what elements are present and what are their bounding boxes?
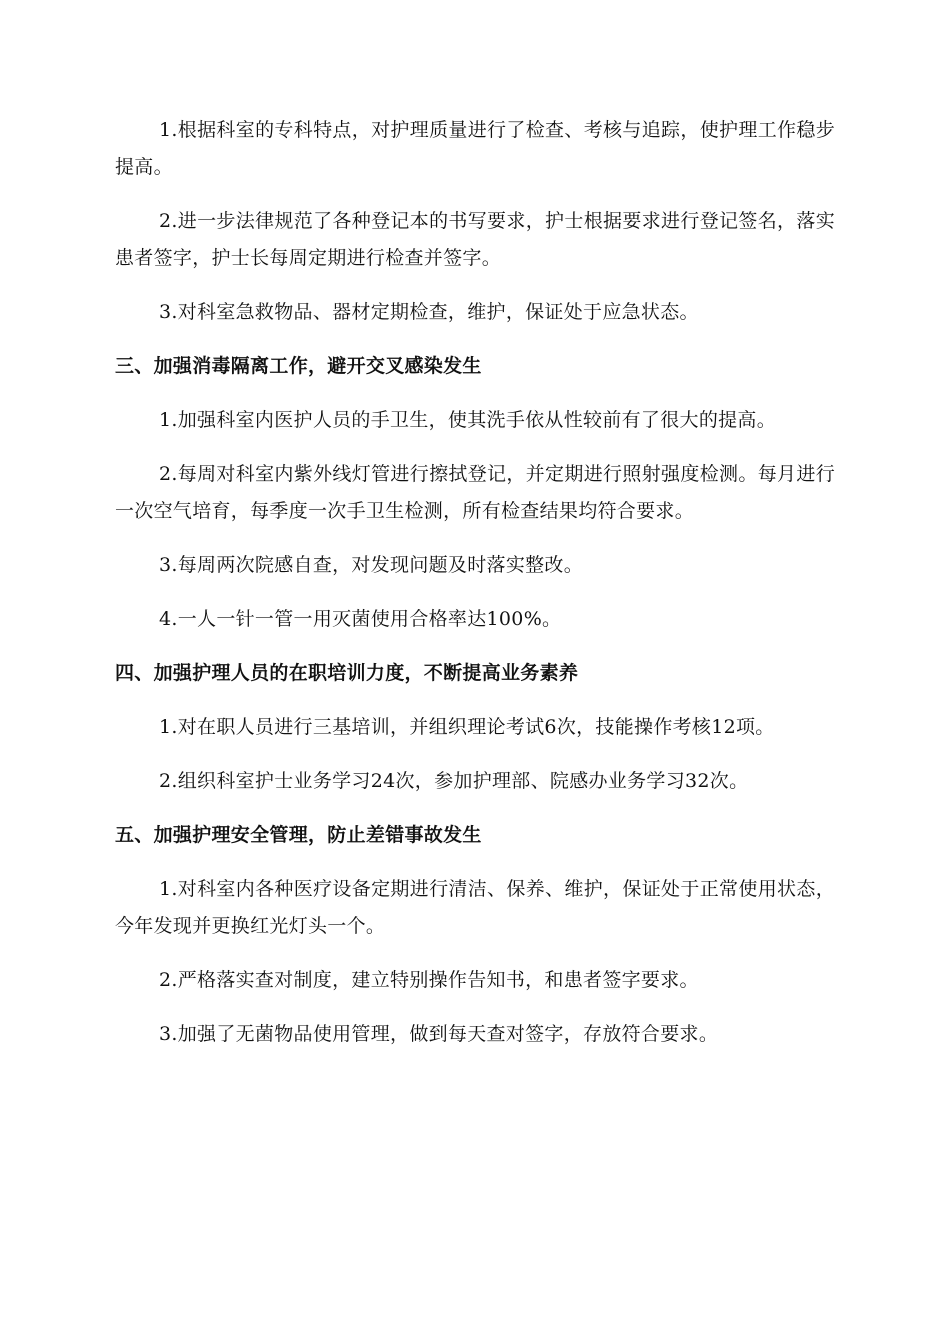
paragraph: 4.一人一针一管一用灭菌使用合格率达100%。 — [159, 608, 562, 630]
paragraph: 2.每周对科室内紫外线灯管进行擦拭登记，并定期进行照射强度检测。每月进行一次空气培育，每季度一次手卫生检测，所有检查结果均符合要求。 — [115, 463, 835, 522]
section-heading: 四、加强护理人员的在职培训力度，不断提高业务素养 — [115, 662, 579, 684]
section-heading: 三、加强消毒隔离工作，避开交叉感染发生 — [115, 355, 482, 377]
paragraph: 2.组织科室护士业务学习24次，参加护理部、院感办业务学习32次。 — [159, 770, 749, 792]
paragraph: 2.进一步法律规范了各种登记本的书写要求，护士根据要求进行登记签名，落实患者签字，护士长每周定期进行检查并签字。 — [115, 210, 835, 269]
paragraph: 1.加强科室内医护人员的手卫生，使其洗手依从性较前有了很大的提高。 — [159, 409, 777, 431]
paragraph: 1.对在职人员进行三基培训，并组织理论考试6次，技能操作考核12项。 — [159, 716, 775, 738]
paragraph: 3.加强了无菌物品使用管理，做到每天查对签字，存放符合要求。 — [159, 1023, 719, 1045]
paragraph: 2.严格落实查对制度，建立特别操作告知书，和患者签字要求。 — [159, 969, 699, 991]
paragraph: 3.对科室急救物品、器材定期检查，维护，保证处于应急状态。 — [159, 301, 699, 323]
paragraph: 3.每周两次院感自查，对发现问题及时落实整改。 — [159, 554, 584, 576]
paragraph: 1.对科室内各种医疗设备定期进行清洁、保养、维护，保证处于正常使用状态，今年发现并更换红光灯头一个。 — [115, 878, 835, 937]
section-heading: 五、加强护理安全管理，防止差错事故发生 — [115, 824, 482, 846]
document-page — [115, 112, 835, 1070]
paragraph: 1.根据科室的专科特点，对护理质量进行了检查、考核与追踪，使护理工作稳步提高。 — [115, 119, 835, 178]
